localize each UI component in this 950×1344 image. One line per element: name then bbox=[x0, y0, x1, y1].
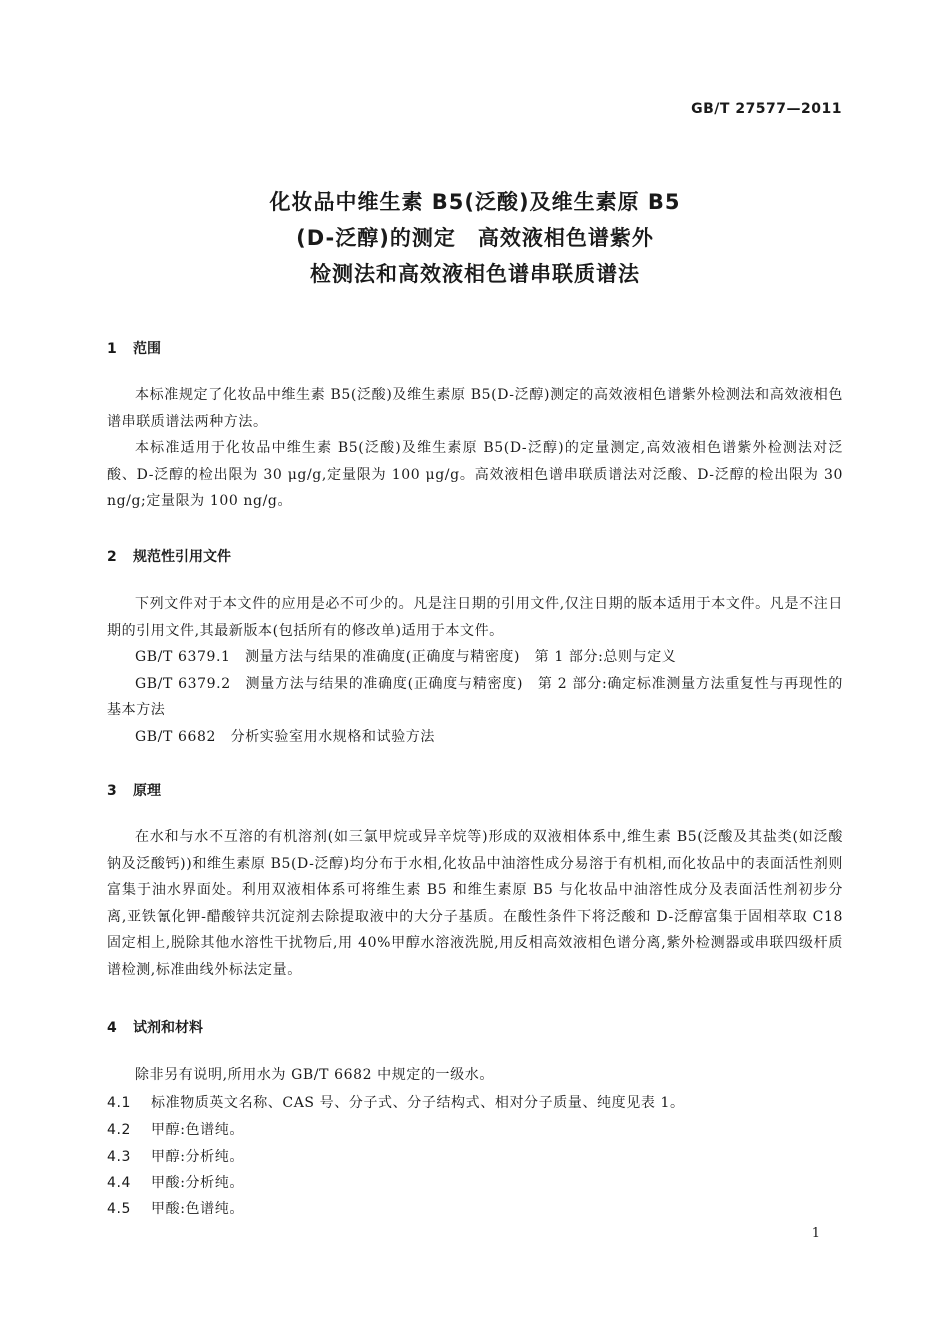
item-text: 甲酸:分析纯。 bbox=[151, 1175, 244, 1191]
section-3-body bbox=[107, 824, 843, 983]
reference-item: GB/T 6379.2 测量方法与结果的准确度(正确度与精密度) 第 2 部分:确定标准测量方法重复性与再现性的基本方法 bbox=[107, 675, 843, 718]
section-2-body bbox=[107, 591, 843, 750]
list-item bbox=[107, 1146, 244, 1166]
item-number: 4.3 bbox=[107, 1149, 132, 1165]
paragraph: 在水和与水不互溶的有机溶剂(如三氯甲烷或异辛烷等)形成的双液相体系中,维生素 B5(泛酸及其盐类(如泛酸钠及泛酸钙))和维生素原 B5(D-泛醇)均分布于水相,化妆品中油溶性成分易溶于有机相,而化妆品中的表面活性剂则富集于油水界面处。利用双液相体系可将维生素 B5 和维生素原 B5 与化妆品中油溶性成分及表面活性剂初步分离,亚铁氰化钾-醋酸锌共沉淀剂去除提取液中的大分子基质。在酸性条件下将泛酸和 D-泛醇富集于固相萃取 C18 固定相上,脱除其他水溶性干扰物后,用 40%甲醇水溶液洗脱,用反相高效液相色谱分离,紫外检测器或串联四级杆质谱检测,标准曲线外标法定量。 bbox=[107, 829, 843, 978]
section-title: 范围 bbox=[133, 341, 161, 357]
item-number: 4.4 bbox=[107, 1175, 132, 1191]
standard-number: GB/T 27577—2011 bbox=[691, 101, 842, 117]
section-number: 3 bbox=[107, 783, 117, 799]
list-item bbox=[107, 1172, 244, 1192]
paragraph: 本标准规定了化妆品中维生素 B5(泛酸)及维生素原 B5(D-泛醇)测定的高效液相色谱紫外检测法和高效液相色谱串联质谱法两种方法。 bbox=[107, 387, 843, 430]
paragraph: 下列文件对于本文件的应用是必不可少的。凡是注日期的引用文件,仅注日期的版本适用于本文件。凡是不注日期的引用文件,其最新版本(包括所有的修改单)适用于本文件。 bbox=[107, 596, 843, 639]
item-text: 甲酸:色谱纯。 bbox=[151, 1201, 244, 1217]
section-4-body bbox=[107, 1062, 843, 1089]
title-line-3: 检测法和高效液相色谱串联质谱法 bbox=[310, 262, 640, 286]
item-text: 甲醇:色谱纯。 bbox=[151, 1122, 244, 1138]
section-title: 原理 bbox=[133, 783, 161, 799]
section-1-heading bbox=[107, 338, 161, 358]
item-number: 4.5 bbox=[107, 1201, 132, 1217]
section-3-heading bbox=[107, 780, 161, 800]
section-number: 4 bbox=[107, 1020, 117, 1036]
section-title: 规范性引用文件 bbox=[133, 549, 231, 565]
list-item bbox=[107, 1092, 685, 1112]
item-number: 4.2 bbox=[107, 1122, 132, 1138]
list-item bbox=[107, 1119, 244, 1139]
section-1-body bbox=[107, 382, 843, 515]
page-number: 1 bbox=[811, 1226, 820, 1241]
section-title: 试剂和材料 bbox=[133, 1020, 203, 1036]
title-line-1: 化妆品中维生素 B5(泛酸)及维生素原 B5 bbox=[269, 190, 681, 214]
section-number: 1 bbox=[107, 341, 117, 357]
list-item bbox=[107, 1198, 244, 1218]
section-2-heading bbox=[107, 546, 231, 566]
title-line-2: (D-泛醇)的测定 高效液相色谱紫外 bbox=[296, 226, 654, 250]
item-text: 标准物质英文名称、CAS 号、分子式、分子结构式、相对分子质量、纯度见表 1。 bbox=[151, 1095, 685, 1111]
paragraph: 本标准适用于化妆品中维生素 B5(泛酸)及维生素原 B5(D-泛醇)的定量测定,高效液相色谱紫外检测法对泛酸、D-泛醇的检出限为 30 μg/g,定量限为 100 μg/g。高效液相色谱串联质谱法对泛酸、D-泛醇的检出限为 30 ng/g;定量限为 100 ng/g。 bbox=[107, 440, 843, 509]
reference-item: GB/T 6682 分析实验室用水规格和试验方法 bbox=[135, 728, 436, 745]
section-4-heading bbox=[107, 1017, 203, 1037]
paragraph: 除非另有说明,所用水为 GB/T 6682 中规定的一级水。 bbox=[135, 1067, 494, 1083]
reference-item: GB/T 6379.1 测量方法与结果的准确度(正确度与精密度) 第 1 部分:总则与定义 bbox=[135, 649, 677, 665]
item-number: 4.1 bbox=[107, 1095, 132, 1111]
section-number: 2 bbox=[107, 549, 117, 565]
item-text: 甲醇:分析纯。 bbox=[151, 1149, 244, 1165]
